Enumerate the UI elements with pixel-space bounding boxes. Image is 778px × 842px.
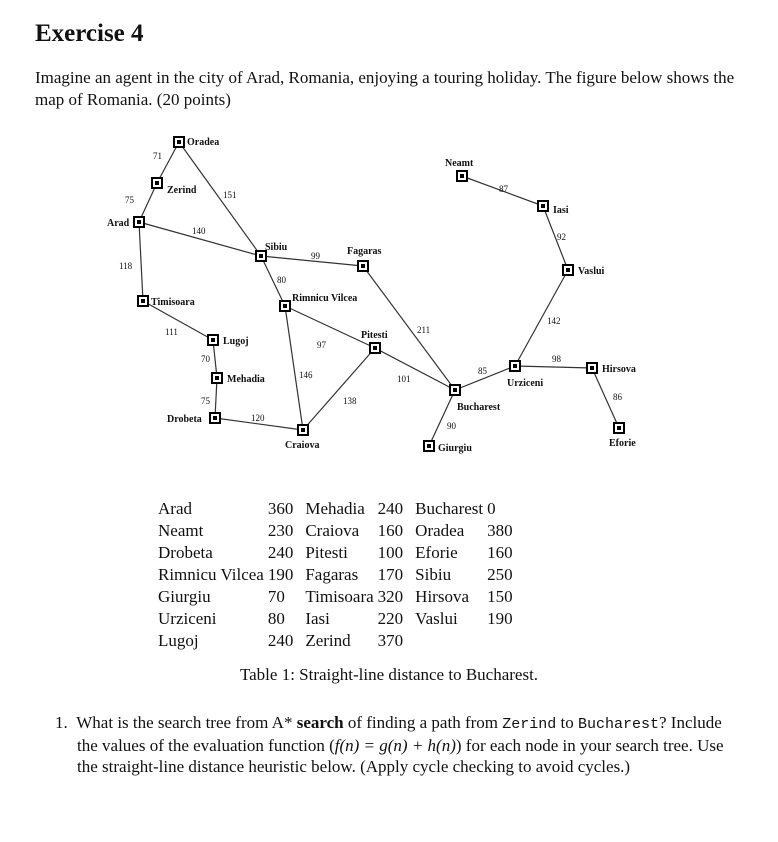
table-cell-distance: 240	[267, 543, 294, 562]
dist-vaslui-iasi: 92	[557, 232, 566, 242]
city-node-eforie	[614, 423, 624, 433]
table-cell-distance: 190	[267, 565, 294, 584]
city-node-fagaras	[358, 261, 368, 271]
city-node-bucharest	[450, 385, 460, 395]
table-row	[158, 564, 517, 586]
road-urziceni-hirsova	[515, 366, 592, 368]
city-label-drobeta: Drobeta	[167, 414, 202, 425]
table-cell-city	[415, 630, 487, 652]
city-node-vaslui	[563, 265, 573, 275]
city-node-giurgiu	[424, 441, 434, 451]
city-names	[107, 137, 636, 454]
city-label-fagaras: Fagaras	[347, 246, 382, 257]
dist-urziceni-vaslui: 142	[547, 316, 561, 326]
city-label-lugoj: Lugoj	[223, 336, 249, 347]
city-node-mehadia	[212, 373, 222, 383]
dist-oradea-sibiu: 151	[223, 190, 237, 200]
city-label-sibiu: Sibiu	[265, 242, 288, 253]
city-label-pitesti: Pitesti	[361, 330, 388, 341]
dist-oradea-zerind: 71	[153, 151, 162, 161]
table-cell-city: Timisoara	[305, 587, 374, 606]
road-fagaras-bucharest	[363, 266, 455, 390]
dist-sibiu-fagaras: 99	[311, 251, 320, 261]
table-cell-city: Mehadia	[305, 499, 365, 518]
question-1	[55, 712, 745, 777]
table-cell-distance: 320	[377, 587, 404, 606]
city-label-eforie: Eforie	[609, 438, 636, 449]
city-node-hirsova	[587, 363, 597, 373]
romania-map	[95, 128, 655, 468]
city-label-hirsova: Hirsova	[602, 364, 636, 375]
city-node-timisoara	[138, 296, 148, 306]
goal-city-code: Bucharest	[578, 716, 660, 733]
city-label-iasi: Iasi	[553, 205, 569, 216]
table-caption: Table 1: Straight-line distance to Bucharest.	[239, 665, 539, 684]
table-cell-distance	[487, 630, 517, 652]
table-cell-distance: 380	[487, 521, 513, 540]
city-node-drobeta	[210, 413, 220, 423]
city-label-zerind: Zerind	[167, 185, 197, 196]
table-cell-distance: 150	[487, 587, 513, 606]
table-cell-city: Hirsova	[415, 587, 469, 606]
city-node-zerind	[152, 178, 162, 188]
road-lines	[139, 142, 619, 446]
table-row	[158, 630, 517, 652]
city-label-arad: Arad	[107, 218, 130, 229]
city-label-urziceni: Urziceni	[507, 378, 544, 389]
dist-drobeta-craiova: 120	[251, 413, 265, 423]
table-cell-distance: 160	[487, 543, 513, 562]
table-cell-city: Lugoj	[158, 631, 199, 650]
road-bucharest-giurgiu	[429, 390, 455, 446]
table-row	[158, 520, 517, 542]
table-cell-distance: 240	[267, 631, 294, 650]
dist-hirsova-eforie: 86	[613, 392, 622, 402]
exercise-intro: Imagine an agent in the city of Arad, Romania, enjoying a touring holiday. The figure below shows the map of Romania. (20 points)	[35, 68, 735, 109]
dist-iasi-neamt: 87	[499, 184, 508, 194]
city-node-iasi	[538, 201, 548, 211]
table-cell-city: Vaslui	[415, 609, 458, 628]
question-text-part: to	[556, 713, 578, 732]
table-row	[158, 608, 517, 630]
city-label-rimnicu: Rimnicu Vilcea	[292, 293, 358, 304]
city-node-neamt	[457, 171, 467, 181]
evaluation-function-formula: f(n) = g(n) + h(n)	[334, 736, 456, 755]
table-cell-distance: 70	[267, 587, 285, 606]
table-cell-city: Zerind	[305, 631, 351, 650]
table-cell-city: Neamt	[158, 521, 204, 540]
table-cell-city: Urziceni	[158, 609, 217, 628]
road-craiova-pitesti	[303, 348, 375, 430]
table-cell-distance: 370	[377, 631, 404, 650]
table-cell-distance: 80	[267, 609, 285, 628]
table-cell-city: Fagaras	[305, 565, 359, 584]
dist-mehadia-drobeta: 75	[201, 396, 210, 406]
table-cell-distance: 0	[487, 499, 496, 518]
exercise-title: Exercise 4	[35, 20, 144, 47]
road-rimnicu-craiova	[285, 306, 303, 430]
table-cell-city: Rimnicu Vilcea	[158, 565, 264, 584]
dist-craiova-pitesti: 138	[343, 396, 357, 406]
table-cell-city: Bucharest	[415, 499, 484, 518]
dist-rimnicu-pitesti: 97	[317, 340, 326, 350]
table-cell-city: Oradea	[415, 521, 465, 540]
question-text-part: What is the search tree from A*	[76, 713, 297, 732]
dist-timisoara-lugoj: 111	[165, 327, 178, 337]
table-row	[158, 498, 517, 520]
city-node-craiova	[298, 425, 308, 435]
city-label-oradea: Oradea	[187, 137, 220, 148]
table-cell-city: Pitesti	[305, 543, 348, 562]
table-cell-city: Giurgiu	[158, 587, 211, 606]
table-cell-city: Iasi	[305, 609, 330, 628]
road-rimnicu-pitesti	[285, 306, 375, 348]
city-node-lugoj	[208, 335, 218, 345]
question-text-part: ? Include the values of the evaluation function (	[77, 713, 722, 755]
table-cell-distance: 220	[377, 609, 404, 628]
road-arad-timisoara	[139, 222, 143, 301]
table-cell-distance: 100	[377, 543, 404, 562]
straight-line-distance-table	[158, 498, 517, 652]
city-node-arad	[134, 217, 144, 227]
start-city-code: Zerind	[502, 716, 557, 733]
table-cell-distance: 250	[487, 565, 513, 584]
road-oradea-sibiu	[179, 142, 261, 256]
dist-bucharest-giurgiu: 90	[447, 421, 456, 431]
table-cell-city: Craiova	[305, 521, 360, 540]
question-number: 1.	[55, 713, 68, 732]
dist-urziceni-hirsova: 98	[552, 354, 561, 364]
table-cell-distance: 360	[267, 499, 294, 518]
table-cell-distance: 170	[377, 565, 404, 584]
dist-arad-sibiu: 140	[192, 226, 206, 236]
road-oradea-zerind	[157, 142, 179, 183]
city-node-oradea	[174, 137, 184, 147]
dist-lugoj-mehadia: 70	[201, 354, 210, 364]
city-label-mehadia: Mehadia	[227, 374, 265, 385]
city-node-pitesti	[370, 343, 380, 353]
table-row	[158, 586, 517, 608]
city-label-neamt: Neamt	[445, 158, 474, 169]
table-cell-distance: 160	[377, 521, 404, 540]
table-cell-city: Drobeta	[158, 543, 213, 562]
city-node-rimnicu	[280, 301, 290, 311]
city-label-bucharest: Bucharest	[457, 402, 501, 413]
table-cell-distance: 190	[487, 609, 513, 628]
city-label-timisoara: Timisoara	[151, 297, 195, 308]
road-pitesti-bucharest	[375, 348, 455, 390]
dist-fagaras-bucharest: 211	[417, 325, 431, 335]
dist-sibiu-rimnicu: 80	[277, 275, 286, 285]
table-cell-distance: 230	[267, 521, 294, 540]
question-text-part: of finding a path from	[343, 713, 503, 732]
table-row	[158, 542, 517, 564]
table-cell-city: Sibiu	[415, 565, 452, 584]
dist-zerind-arad: 75	[125, 195, 134, 205]
dist-pitesti-bucharest: 101	[397, 374, 411, 384]
city-label-vaslui: Vaslui	[578, 266, 605, 277]
table-cell-city: Arad	[158, 499, 192, 518]
dist-arad-timisoara: 118	[119, 261, 133, 271]
question-bold-term: search	[296, 713, 344, 732]
dist-rimnicu-craiova: 146	[299, 370, 313, 380]
dist-bucharest-urziceni: 85	[478, 366, 487, 376]
table-cell-city: Eforie	[415, 543, 458, 562]
question-text-part: ) for each node in your search tree. Use the straight-line distance heuristic below. (Apply cycle checking to avoid cycles.)	[77, 736, 724, 776]
city-label-craiova: Craiova	[285, 440, 320, 451]
table-cell-distance: 240	[377, 499, 404, 518]
city-node-urziceni	[510, 361, 520, 371]
city-label-giurgiu: Giurgiu	[438, 443, 472, 454]
